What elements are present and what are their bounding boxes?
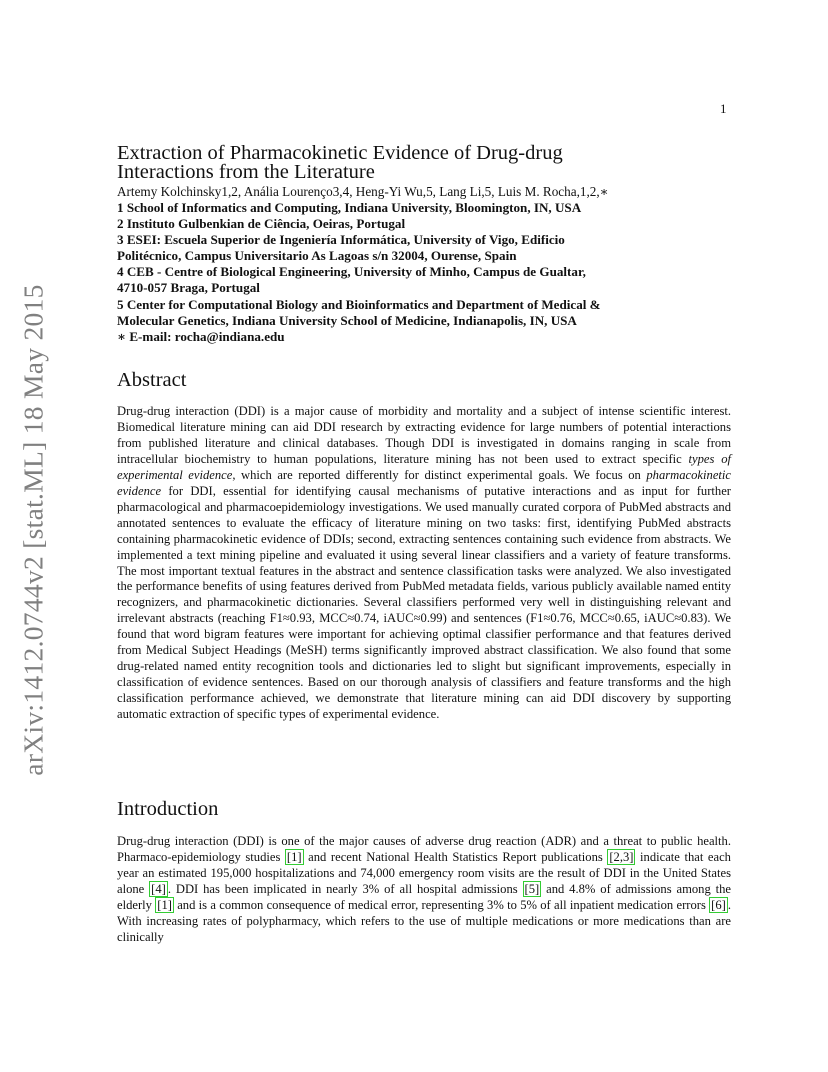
- affiliation-line: 4 CEB - Centre of Biological Engineering, University of Minho, Campus de Gualtar,: [117, 264, 586, 280]
- intro-text: and recent National Health Statistics Report publications: [303, 849, 608, 864]
- affiliation-line: 2 Instituto Gulbenkian de Ciência, Oeiras, Portugal: [117, 216, 406, 232]
- affiliation-line: 5 Center for Computational Biology and Bioinformatics and Department of Medical &: [117, 296, 601, 312]
- intro-text: . DDI has been implicated in nearly 3% of all hospital admissions: [167, 881, 523, 896]
- title-line-1: Extraction of Pharmacokinetic Evidence of Drug-drug: [117, 142, 563, 164]
- citation-link[interactable]: [4]: [151, 881, 166, 896]
- intro-text: and 4.8% of admissions among the elderly: [117, 881, 732, 912]
- citation-link[interactable]: [2,3]: [609, 849, 634, 864]
- abstract-heading: Abstract: [117, 369, 187, 391]
- intro-text: . With increasing rates of polypharmacy, which refers to the use of multiple medications or more medications than are clinically: [117, 897, 731, 944]
- abstract-text: for DDI, essential for identifying causal mechanisms of putative interactions and as input for further pharmacological and pharmacoepidemiology investigations. We used manually curated corpora of PubMed abstracts and annotated sentences to evaluate the efficacy of literature mining on two tasks: first, identifying PubMed abstracts containing pharmacokinetic evidence of DDIs; second, extracting sentences containing such evidence from abstracts. We implemented a text mining pipeline and evaluated it using several linear classifiers and a variety of feature transforms. The most important textual features in the abstract and sentence classification tasks were analyzed. We also investigated the performance benefits of using features derived from PubMed metadata fields, various publicly available named entity recognizers, and pharmacokinetic dictionaries. Several classifiers performed very well in distinguishing relevant and irrelevant abstracts (reaching F1≈0.93, MCC≈0.74, iAUC≈0.99) and sentences (F1≈0.76, MCC≈0.65, iAUC≈0.83). We found that word bigram features were important for achieving optimal classifier performance and that features derived from Medical Subject Headings (MeSH) terms significantly improved abstract classification. We also found that some drug-related named entity recognition tools and dictionaries led to slight but significant improvements, especially in classification of evidence sentences. Based on our thorough analysis of classifiers and feature transforms and the high classification performance achieved, we demonstrate that literature mining can aid DDI discovery by supporting automatic extraction of specific types of experimental evidence.: [117, 483, 731, 722]
- affiliation-line: 1 School of Informatics and Computing, Indiana University, Bloomington, IN, USA: [117, 200, 582, 215]
- contact-email: ∗ E-mail: rocha@indiana.edu: [117, 328, 285, 344]
- paper-title: [117, 144, 731, 182]
- abstract-text: , which are reported differently for distinct experimental goals. We focus on: [232, 467, 647, 482]
- arxiv-stamp: [12, 284, 56, 776]
- abstract-text: Drug-drug interaction (DDI) is a major cause of morbidity and mortality and a subject of intense scientific interest. Biomedical literature mining can aid DDI research by extracting evidence for large numbers of potential interactions from published literature and clinical databases. Though DDI is investigated in domains ranging in scale from intracellular biochemistry to human populations, literature mining has not been used to extract specific: [117, 404, 731, 466]
- introduction-heading: Introduction: [117, 798, 219, 820]
- author-list: Artemy Kolchinsky1,2, Anália Lourenço3,4, Heng-Yi Wu,5, Lang Li,5, Luis M. Rocha,1,2,∗: [117, 184, 609, 199]
- arxiv-stamp-text: arXiv:1412.0744v2 [stat.ML] 18 May 2015: [18, 284, 49, 776]
- affiliation-line: 4710-057 Braga, Portugal: [117, 280, 260, 296]
- affiliations: [117, 200, 731, 345]
- intro-text: Drug-drug interaction (DDI) is one of the major causes of adverse drug reaction (ADR) and a threat to public health. Pharmaco-epidemiology studies: [117, 834, 731, 864]
- abstract-emphasis: types of experimental evidence: [117, 451, 731, 482]
- citation-link[interactable]: [1]: [157, 897, 172, 912]
- page-number: 1: [720, 101, 727, 116]
- affiliation-line: 3 ESEI: Escuela Superior de Ingeniería Informática, University of Vigo, Edificio: [117, 232, 565, 248]
- affiliation-line: Molecular Genetics, Indiana University School of Medicine, Indianapolis, IN, USA: [117, 312, 577, 328]
- intro-text: and is a common consequence of medical error, representing 3% to 5% of all inpatient medication errors: [173, 897, 710, 912]
- abstract-emphasis: pharmacokinetic evidence: [117, 467, 731, 498]
- introduction-body: [117, 834, 731, 946]
- abstract-body: [117, 404, 731, 723]
- title-line-2: Interactions from the Literature: [117, 161, 375, 183]
- citation-link[interactable]: [5]: [524, 881, 540, 896]
- intro-text: indicate that each year an estimated 195,000 hospitalizations and 74,000 emergency room visits are the result of DDI in the United States alone: [117, 849, 731, 896]
- affiliation-line: Politécnico, Campus Universitario As Lagoas s/n 32004, Ourense, Spain: [117, 248, 517, 264]
- citation-link[interactable]: [1]: [286, 849, 302, 864]
- citation-link[interactable]: [6]: [711, 897, 726, 912]
